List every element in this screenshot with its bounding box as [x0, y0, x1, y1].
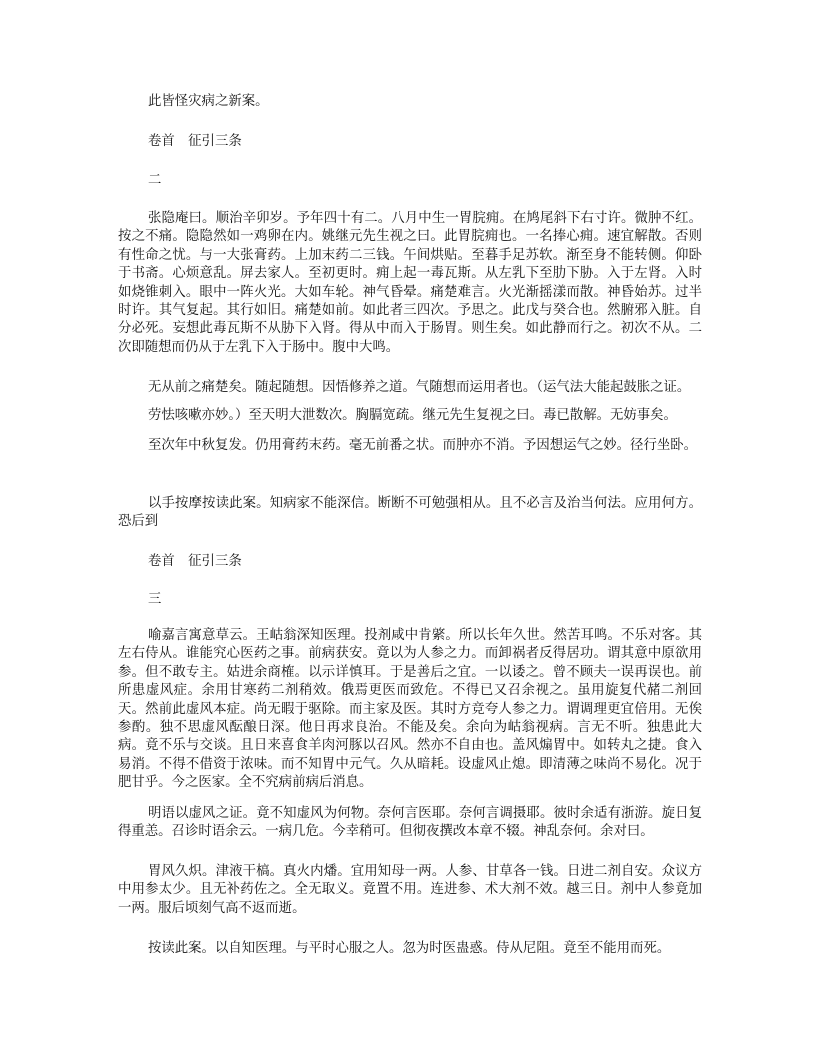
paragraph: 喻嘉言寓意草云。王岵翁深知医理。投剂咸中肯綮。所以长年久世。然苦耳鸣。不乐对客。其左右侍从。谁能究心医药之事。前病获安。竟以为人参之力。而卸祸者反得居功。谓其意中原欲用参。但不敢专主。姑进余商榷。以示详慎耳。于是善后之宜。一以诿之。曾不顾夫一误再误也。前所患虚风症。余用甘寒药二剂稍效。俄焉更医而致危。不得已又召余视之。虽用旋复代赭二剂回天。然前此虚风本症。尚无暇于驱除。而主家及医。其时方竞夸人参之力。谓调理更宜倍用。无俟参酌。独不思虚风酝酿日深。他日再求良治。不能及矣。余向为岵翁视病。言无不听。独患此大病。竟不乐与交谈。且日来喜食羊肉河豚以召风。然亦不自由也。盖风煽胃中。如转丸之捷。食入易消。不得不借资于浓味。而不知胃中元气。久从暗耗。设虚风止熄。即清薄之味尚不易化。况于肥甘乎。今之医家。全不究病前病后消息。: [118, 628, 702, 791]
section-number: 三: [148, 592, 162, 607]
paragraph: 至次年中秋复发。仍用膏药末药。毫无前番之状。而肿亦不消。予因想运气之妙。径行坐卧。: [148, 438, 698, 453]
paragraph: 按读此案。以自知医理。与平时心服之人。忽为时医蛊惑。侍从尼阻。竟至不能用而死。: [148, 941, 671, 956]
paragraph-intro: 此皆怪灾病之新案。: [148, 94, 269, 109]
paragraph: 胃风久炽。津液干槁。真火内燔。宜用知母一两。人参、甘草各一钱。日进二剂自安。众议方中用参太少。且无补药佐之。全无取义。竟置不用。连进参、术大剂不效。越三日。剂中人参竟加一两。服后顷刻气高不返而逝。: [118, 864, 702, 916]
section-number: 二: [148, 173, 162, 188]
paragraph: 无从前之痛楚矣。随起随想。因悟修养之道。气随想而运用者也。（运气法大能起鼓胀之证。: [148, 380, 691, 395]
section-heading: 卷首 征引三条: [148, 554, 242, 569]
paragraph: 张隐庵曰。顺治辛卯岁。予年四十有二。八月中生一胃脘痈。在鸠尾斜下右寸许。微肿不红。按之不痛。隐隐然如一鸡卵在内。姚继元先生视之曰。此胃脘痈也。一名捧心痈。速宜解散。否则有性命之忧。与一大张膏药。上加末药二三钱。午间烘贴。至暮手足苏软。渐至身不能转侧。仰卧于书斋。心烦意乱。屏去家人。至初更时。痈上起一毒瓦斯。从左乳下至肋下胁。入于左肾。入时如烧锥刺入。眼中一阵火光。大如车轮。神气昏晕。痛楚难言。火光渐摇漾而散。神昏始苏。过半时许。其气复起。其行如旧。痛楚如前。如此者三四次。予思之。此戊与癸合也。然腑邪入脏。自分必死。妄想此毒瓦斯不从胁下入肾。得从中而入于肠胃。则生矣。如此静而行之。初次不从。二次即随想而仍从于左乳下入于肠中。腹中大鸣。: [118, 211, 702, 355]
paragraph: 劳怯咳嗽亦妙。）至天明大泄数次。胸膈宽疏。继元先生复视之曰。毒已散解。无妨事矣。: [148, 408, 677, 423]
paragraph: 以手按摩按读此案。知病家不能深信。断断不可勉强相从。且不必言及治当何法。应用何方。恐后到: [118, 496, 702, 530]
paragraph: 明语以虚风之证。竟不知虚风为何物。奈何言医耶。奈何言调摄耶。彼时余适有浙游。旋日复得重恙。召诊时语余云。一病几危。今幸稍可。但彻夜撰改本章不辍。神乱奈何。余对曰。: [118, 806, 702, 840]
section-heading: 卷首 征引三条: [148, 134, 242, 149]
